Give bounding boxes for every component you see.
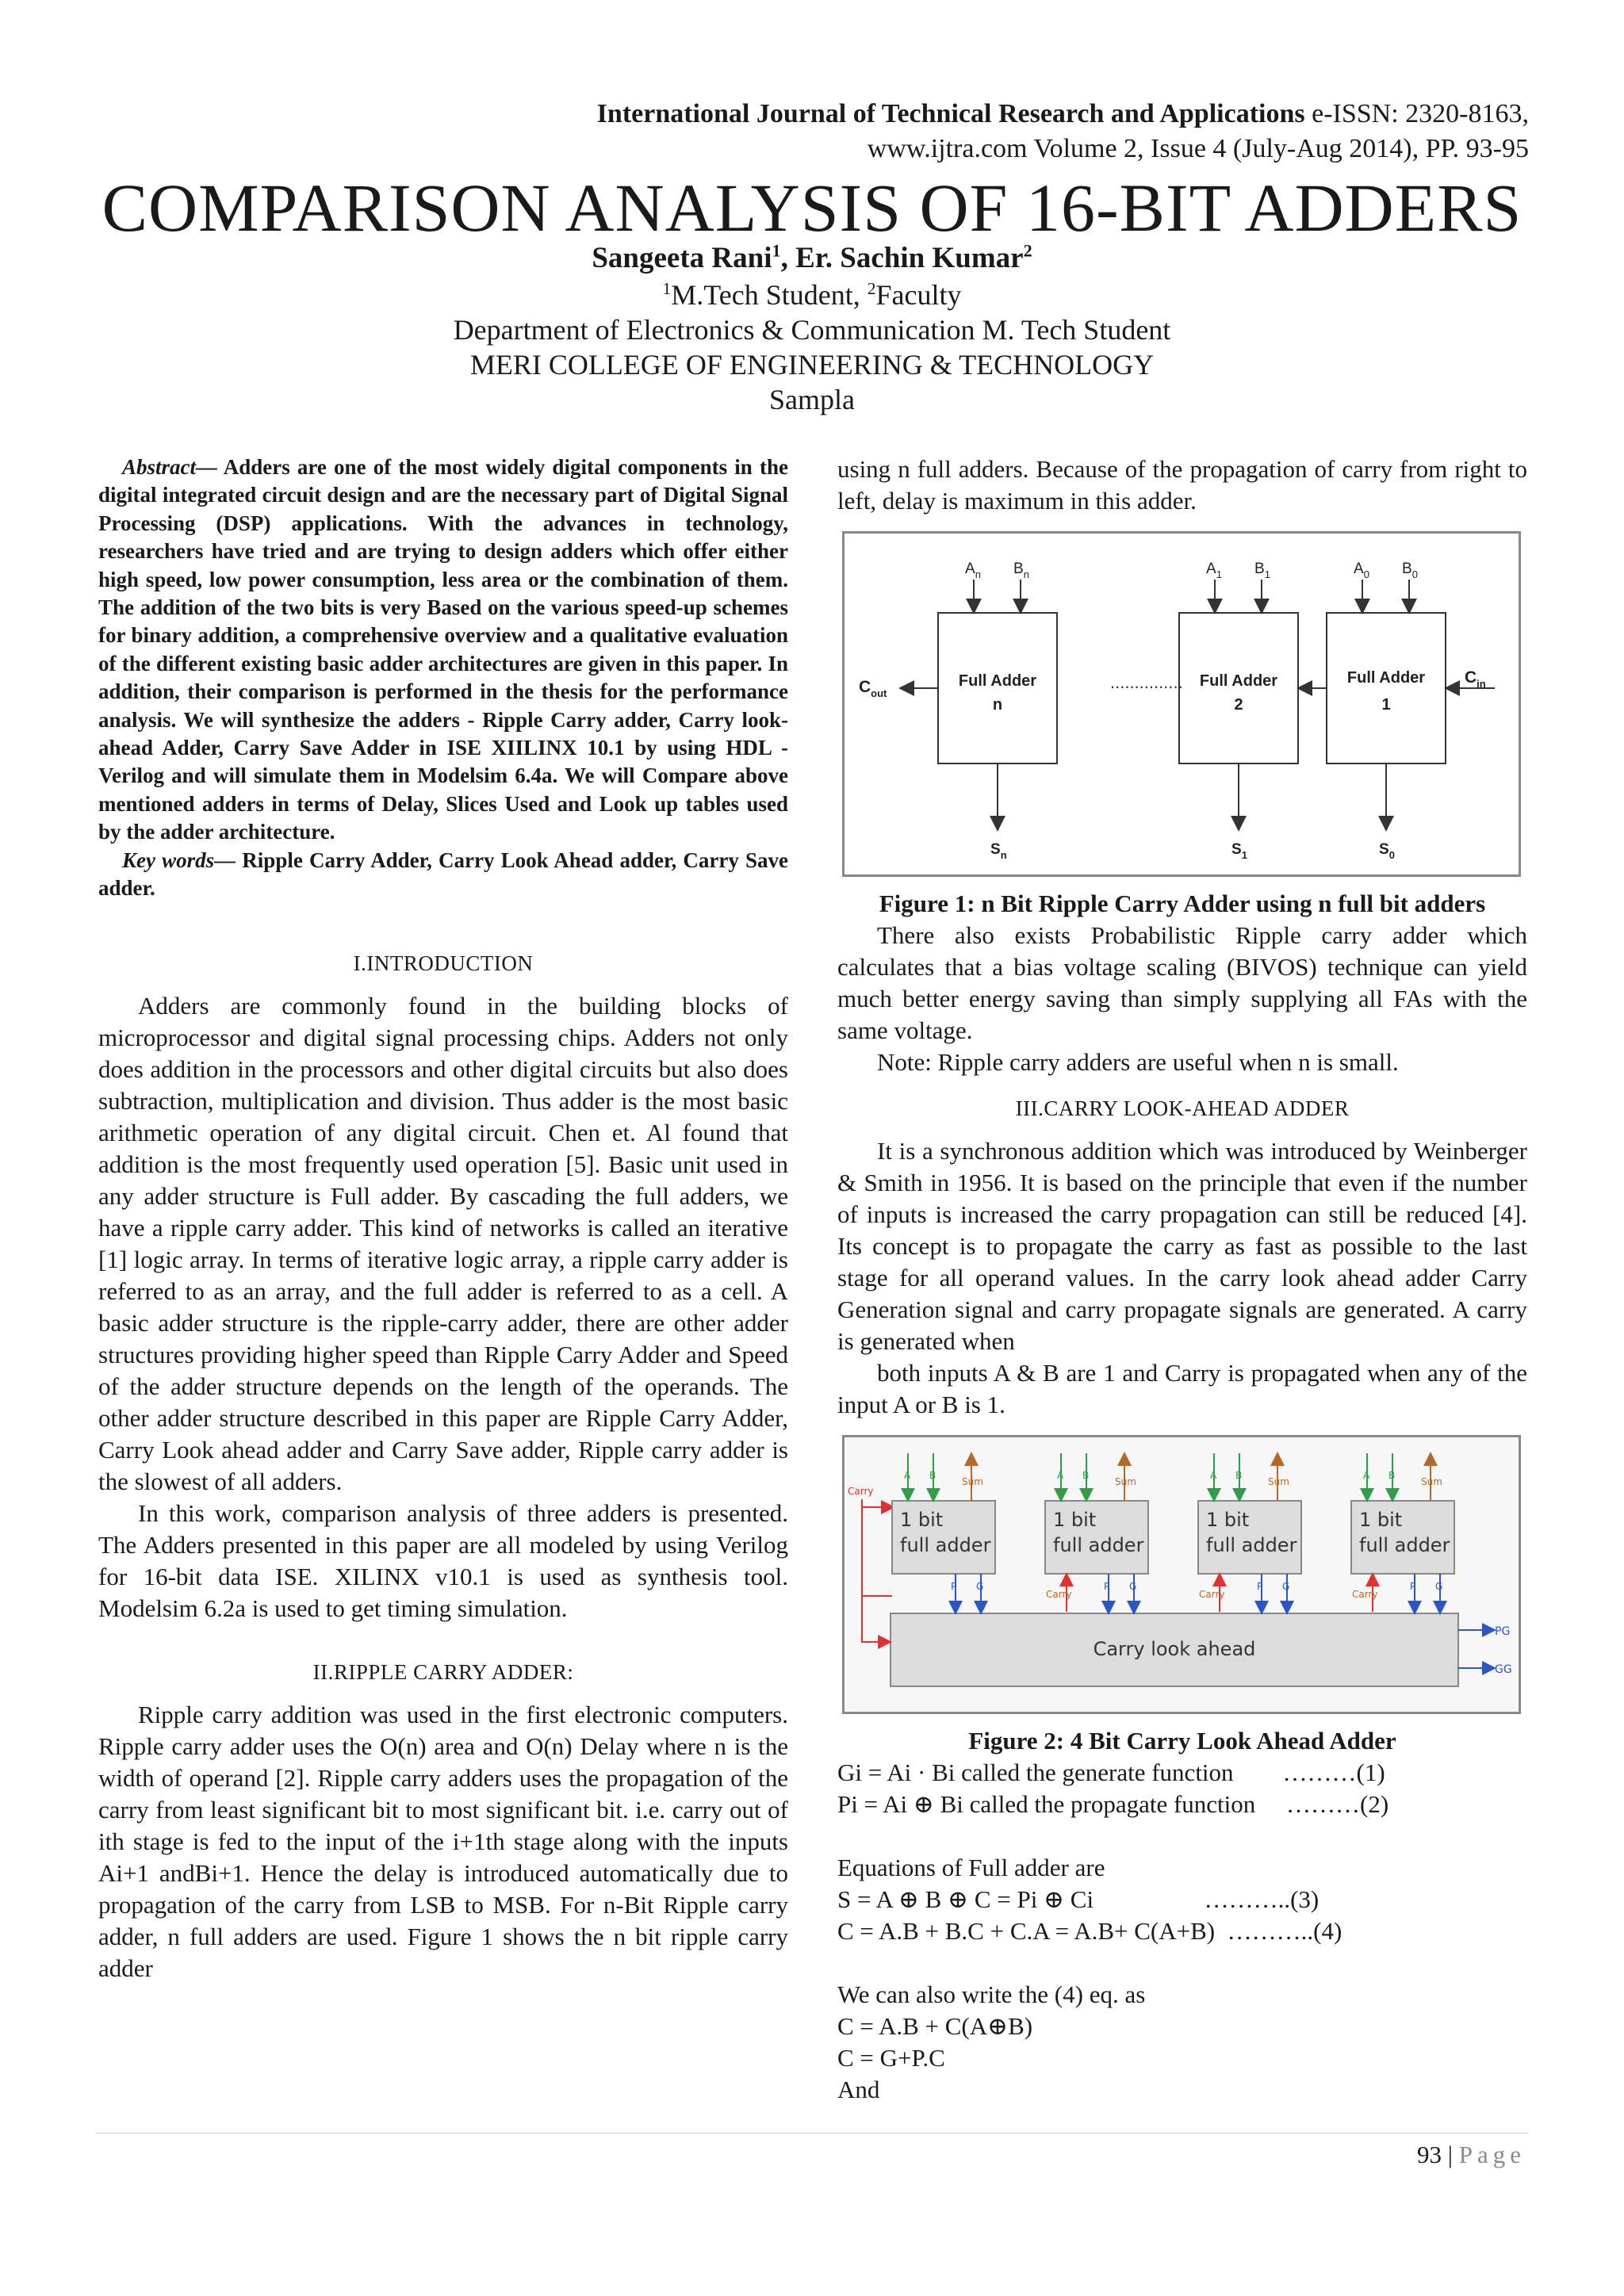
affiliation (0, 277, 1624, 417)
cell-3-g-label: G (1282, 1581, 1290, 1592)
intro-paragraph-1: Adders are commonly found in the building blocks of microprocessor and digital signal processing chips. Adders not only does addition in the processors and other digital circuits but also does subtraction, multiplication and division. Thus adder is the most basic arithmetic operation of any digital circuit. Chen et. Al found that addition is the most frequently used operation [5]. Basic unit used in any adder structure is Full adder. By cascading the full adders, we have a ripple carry adder. This kind of networks is called an iterative [1] logic array. In terms of iterative logic array, a ripple carry adder is referred to as an array, and the full adder is referred to as a cell. A basic adder structure is the ripple-carry adder, there are other adder structures providing higher speed than Ripple Carry Adder and Speed of the adder structure depends on the length of the operands. The other adder structure described in this paper are Ripple Carry Adder, Carry Look ahead adder and Carry Save adder, Ripple carry adder is the slowest of all adders. (98, 991, 788, 1495)
cell-1-label-2: full adder (900, 1534, 991, 1556)
section-heading-ripple-carry: II.RIPPLE CARRY ADDER: (312, 1659, 574, 1684)
cell-3-a-label: A (1210, 1470, 1217, 1481)
author-2-sup: 2 (1023, 240, 1032, 261)
cell-2-label-1: 1 bit (1053, 1509, 1097, 1531)
authors (0, 241, 1624, 276)
ripple-paragraph-1-continued: using n full adders. Because of the propagation of carry from right to left, delay is maximum in this adder. (837, 455, 1527, 515)
cell-3-label-2: full adder (1206, 1534, 1297, 1556)
intro-paragraph-2: In this work, comparison analysis of three adders is presented. The Adders presented in this paper are all modeled by using Verilog for 16-bit data ISE. XILINX v10.1 is used as synthesis tool. Modelsim 6.2a is used to get timing simulation. (98, 1498, 788, 1622)
dots-ellipsis: ............... (1110, 672, 1183, 692)
keywords (98, 847, 788, 903)
abstract-text: Adders are one of the most widely digital components in the digital integrated circuit design and are the necessary part of Digital Signal Processing (DSP) applications. With the advances in technology, researchers have tried and are trying to design adders which offer either high speed, low power consumption, less area or the combination of them. The addition of the two bits is very Based on the various speed-up schemes for binary addition, a comprehensive overview and a qualitative evaluation of the different existing basic adder architectures are given in this paper. In addition, their comparison is performed in the thesis for the performance analysis. We will synthesize the adders - Ripple Carry adder, Carry look- ahead Adder, Carry Save Adder in ISE XIILINX 10.1 by using HDL - Verilog and will simulate them in Modelsim 6.4a. We will Compare above mentioned adders in terms of Delay, Slices Used and Look up tables used by the adder architecture. (98, 455, 788, 844)
author-1: Sangeeta Rani (592, 242, 772, 274)
affil-role-1: M.Tech Student, (671, 279, 868, 311)
cell-2-label-2: full adder (1053, 1534, 1144, 1556)
label-b1: $B_1$ (1254, 561, 1270, 580)
cell-3-label-1: 1 bit (1206, 1509, 1250, 1531)
section-heading-introduction: I.INTRODUCTION (353, 951, 534, 975)
figure-1-ripple-carry-diagram (842, 531, 1521, 877)
cell-2-g-label: G (1129, 1581, 1137, 1592)
label-a1: $A_1$ (1206, 561, 1222, 580)
journal-header (597, 97, 1529, 166)
label-cout: $C_{out}$ (859, 678, 887, 699)
keywords-text: Ripple Carry Adder, Carry Look Ahead adder, Carry Save adder. (98, 848, 788, 901)
cell-1-b-label: B (929, 1470, 936, 1481)
left-column (98, 453, 788, 1984)
cell-4-label-1: 1 bit (1359, 1509, 1403, 1531)
journal-issn: e-ISSN: 2320-8163, (1304, 99, 1529, 128)
abstract (98, 453, 788, 847)
equations-intro-2: We can also write the (4) eq. as (837, 1980, 1146, 2008)
label-carry-in: Carry (848, 1486, 874, 1497)
author-2: , Er. Sachin Kumar (780, 242, 1024, 274)
affil-role-2: Faculty (875, 279, 962, 311)
abstract-label: Abstract— (122, 455, 218, 479)
affiliation-line4: Sampla (769, 384, 855, 415)
cla-paragraph-1: It is a synchronous addition which was introduced by Weinberger & Smith in 1956. It is based on the principle that even if the number of inputs is increased the carry propagation can still be reduced [4]. Its concept is to propagate the carry as fast as possible to the last stage for all operand values. In the carry look ahead adder Carry Generation signal and carry propagate signals are generated. A carry is generated when (837, 1137, 1527, 1355)
ripple-note: Note: Ripple carry adders are useful when n is small. (877, 1048, 1399, 1076)
cell-1-sum-label: Sum (962, 1476, 983, 1487)
cell-2-sum-label: Sum (1115, 1476, 1136, 1487)
label-b0: $B_0$ (1402, 561, 1418, 580)
author-1-sup: 1 (772, 240, 781, 261)
label-cin: $C_{in}$ (1465, 668, 1486, 690)
cell-3-sum-label: Sum (1268, 1476, 1289, 1487)
cell-1-g-label: G (976, 1581, 984, 1592)
affiliation-line3: MERI COLLEGE OF ENGINEERING & TECHNOLOGY (469, 349, 1155, 381)
and-text: And (837, 2076, 880, 2103)
equation-2: Pi = Ai ⊕ Bi called the propagate function ………(2) (837, 1790, 1389, 1818)
cell-3-p-label: P (1257, 1581, 1263, 1592)
journal-name: International Journal of Technical Research and Applications (596, 99, 1305, 128)
cell-2-p-label: P (1104, 1581, 1110, 1592)
cell-4-b-label: B (1388, 1470, 1396, 1481)
cell-4-label-2: full adder (1359, 1534, 1450, 1556)
cell-4-p-label: P (1410, 1581, 1416, 1592)
affil-sup-1: 1 (662, 279, 672, 298)
label-an: $A_n$ (965, 561, 981, 580)
fa-num-1: 1 (1381, 696, 1391, 714)
journal-header-line1 (597, 97, 1529, 132)
fa-label-1: Full Adder (1346, 669, 1426, 687)
fa-label-2: Full Adder (1199, 672, 1278, 690)
cell-2-a-label: A (1057, 1470, 1064, 1481)
label-a0: $A_0$ (1354, 561, 1369, 580)
journal-header-line2: www.ijtra.com Volume 2, Issue 4 (July-Aug 2014), PP. 93-95 (867, 134, 1529, 163)
equation-1: Gi = Ai · Bi called the generate function ………(1) (837, 1758, 1385, 1786)
equations-intro: Equations of Full adder are (837, 1854, 1105, 1881)
equation-4: C = A.B + B.C + C.A = A.B+ C(A+B) ………..(4) (837, 1917, 1342, 1945)
cell-3-carry-label: Carry (1199, 1589, 1225, 1600)
ripple-paragraph-2: There also exists Probabilistic Ripple carry adder which calculates that a bias voltage scaling (BIVOS) technique can yield much better energy saving than simply supplying all FAs with the same voltage. (837, 921, 1527, 1044)
equation-5: C = A.B + C(A⊕B) (837, 2012, 1033, 2040)
cell-4-a-label: A (1363, 1470, 1370, 1481)
label-pg: PG (1495, 1625, 1511, 1638)
label-s0: $S_0$ (1379, 841, 1395, 861)
page-number (1417, 2141, 1526, 2169)
ripple-paragraph-1: Ripple carry addition was used in the first electronic computers. Ripple carry adder uses the O(n) area and O(n) Delay where n is the width of operand [2]. Ripple carry adders uses the propagation of the carry from least significant bit to most significant bit. i.e. carry out of ith stage is fed to the input of the i+1th stage along with the inputs Ai+1 andBi+1. Hence the delay is introduced automatically due to propagation of the carry from LSB to MSB. For n-Bit Ripple carry adder, n full adders are used. Figure 1 shows the n bit ripple carry adder (98, 1700, 788, 1982)
cla-paragraph-2: both inputs A & B are 1 and Carry is propagated when any of the input A or B is 1. (837, 1359, 1527, 1418)
label-gg: GG (1495, 1663, 1512, 1676)
full-adder-block-1 (1327, 613, 1446, 763)
label-s1: $S_1$ (1231, 841, 1247, 861)
affiliation-line2: Department of Electronics & Communication M. Tech Student (453, 314, 1171, 346)
affil-sup-2: 2 (867, 279, 876, 298)
figure-2-svg (845, 1437, 1519, 1712)
cell-2-b-label: B (1082, 1470, 1090, 1481)
page-word: Page (1458, 2141, 1526, 2168)
paper-title: COMPARISON ANALYSIS OF 16-BIT ADDERS (102, 170, 1522, 246)
affiliation-line1 (0, 277, 1624, 312)
equation-3: S = A ⊕ B ⊕ C = Pi ⊕ Ci ………..(3) (837, 1885, 1320, 1913)
cell-4-sum-label: Sum (1421, 1476, 1442, 1487)
figure-1-caption: Figure 1: n Bit Ripple Carry Adder using n full bit adders (879, 890, 1486, 917)
cell-4-carry-label: Carry (1352, 1589, 1378, 1600)
keywords-label: Key words— (122, 848, 236, 872)
label-sn: $S_n$ (990, 841, 1007, 861)
cell-1-p-label: P (951, 1581, 957, 1592)
figure-2-cla-diagram (842, 1435, 1521, 1714)
label-bn: $B_n$ (1013, 561, 1029, 580)
equation-6: C = G+P.C (837, 2044, 945, 2072)
right-column (837, 453, 1527, 2106)
cell-2-carry-label: Carry (1046, 1589, 1072, 1600)
cell-1-label-1: 1 bit (900, 1509, 944, 1531)
fa-num-2: 2 (1234, 696, 1243, 714)
fa-num-n: n (992, 696, 1003, 714)
cell-4-g-label: G (1435, 1581, 1443, 1592)
section-heading-carry-look-ahead: III.CARRY LOOK-AHEAD ADDER (1015, 1096, 1350, 1120)
cla-label: Carry look ahead (1093, 1638, 1256, 1660)
cell-1-a-label: A (904, 1470, 911, 1481)
page-number-value: 93 (1417, 2141, 1442, 2168)
cell-3-b-label: B (1235, 1470, 1243, 1481)
figure-1-svg (845, 534, 1519, 874)
fa-label-n: Full Adder (958, 672, 1037, 690)
page-separator: | (1442, 2141, 1459, 2168)
figure-2-caption: Figure 2: 4 Bit Carry Look Ahead Adder (968, 1727, 1396, 1755)
